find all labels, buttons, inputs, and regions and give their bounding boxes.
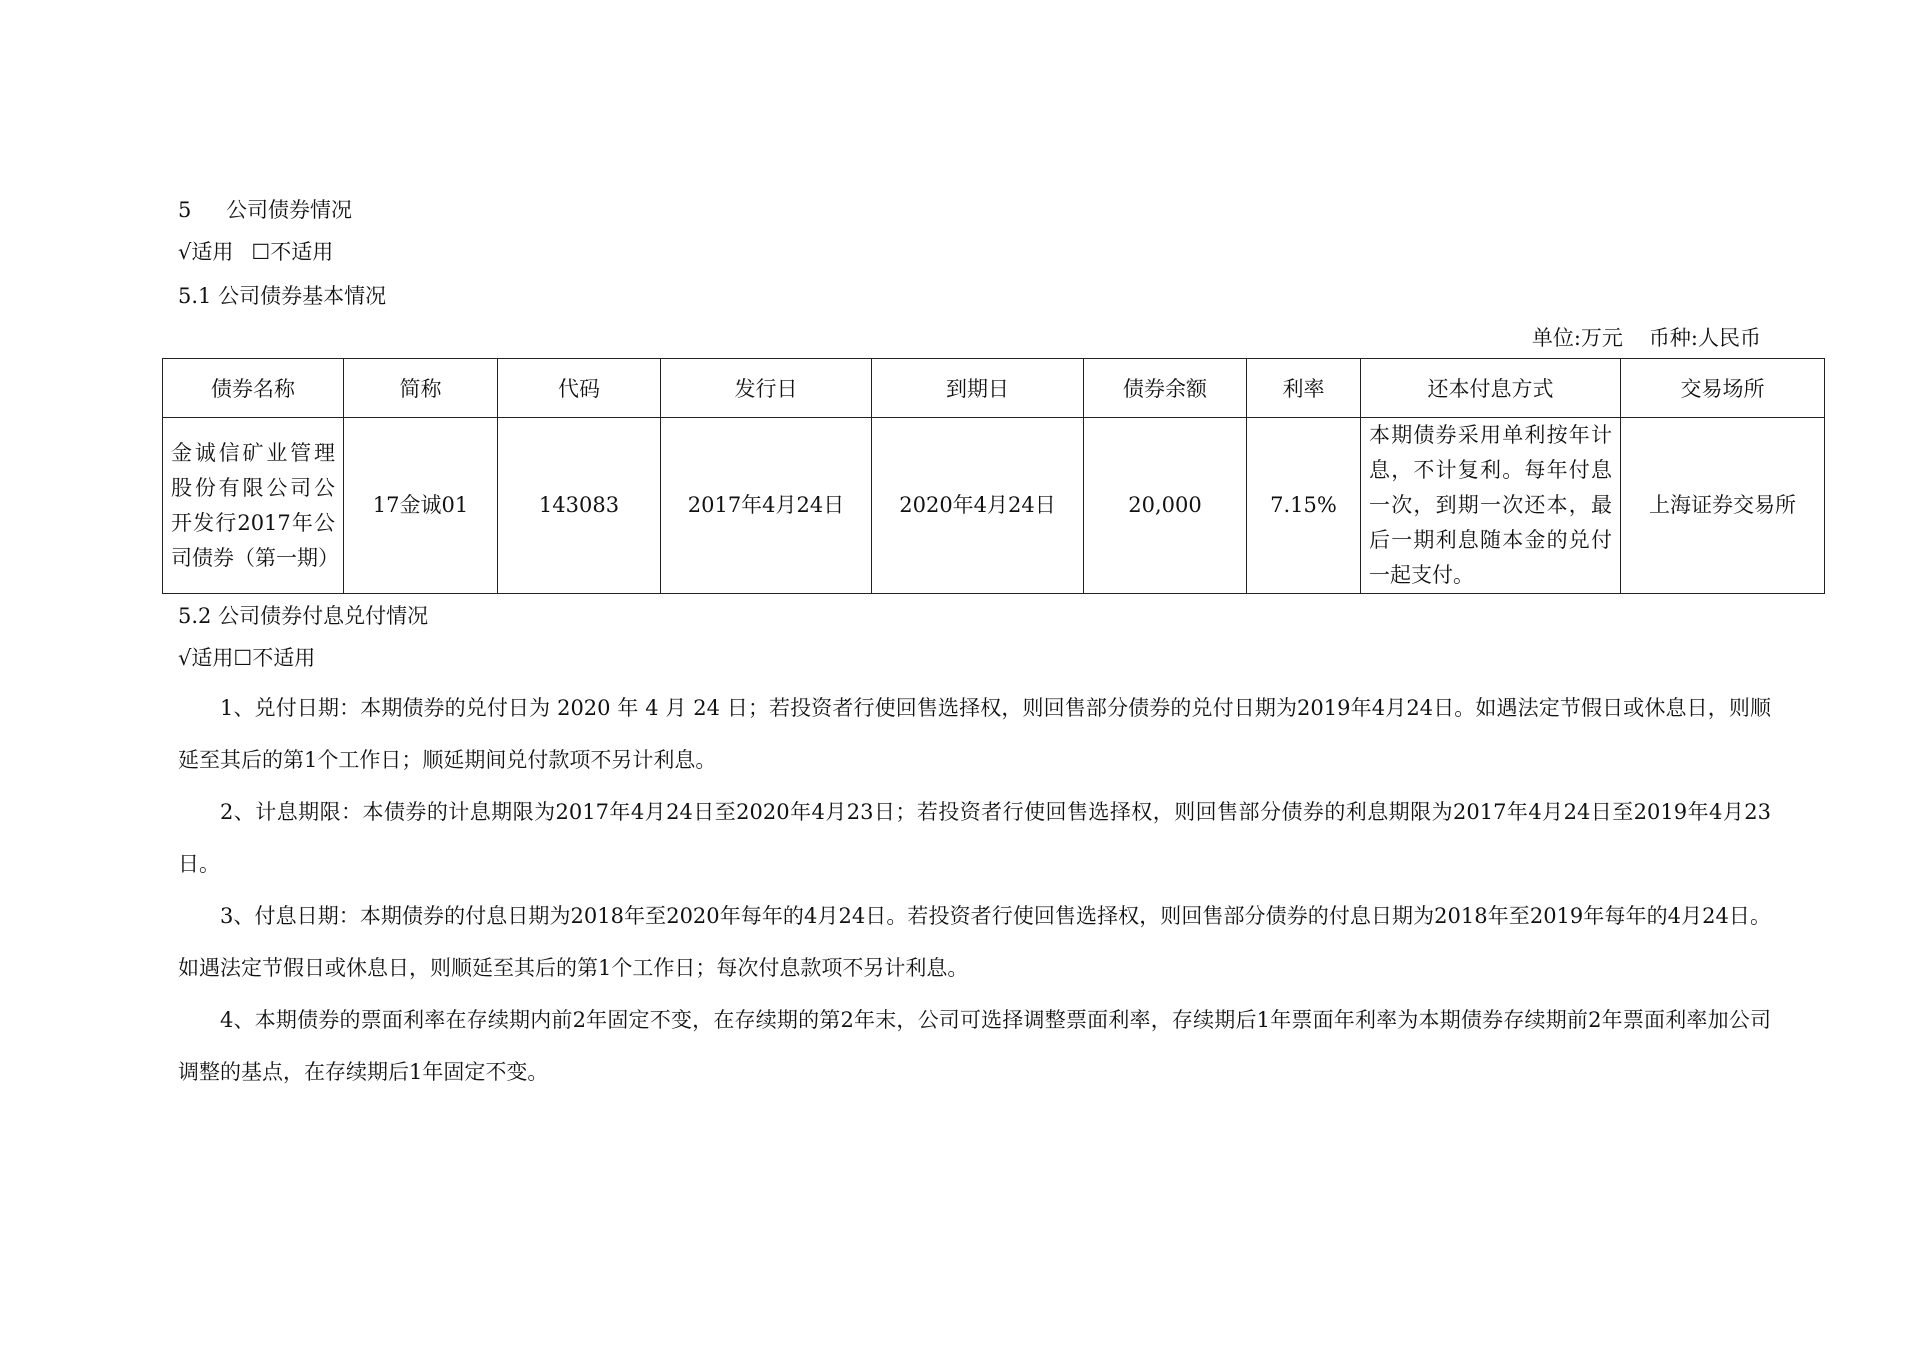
section-5-title: 公司债券情况 [226,198,352,222]
cell-maturity-date: 2020年4月24日 [872,418,1084,594]
section-5-1-heading: 5.1 公司债券基本情况 [178,284,387,308]
paragraph-payment-date: 1、兑付日期：本期债券的兑付日为 2020 年 4 月 24 日；若投资者行使回售选择权，则回售部分债券的兑付日期为2019年4月24日。如遇法定节假日或休息日，则顺延至其后的第1个工作日；顺延期间兑付款项不另计利息。 [178,696,1771,772]
applicability-options-2: √适用☐不适用 [178,646,316,670]
table-header-row [163,359,1825,418]
unit-amount: 单位:万元 [1531,326,1623,350]
header-exchange: 交易场所 [1621,359,1825,418]
cell-short-name: 17金诚01 [344,418,498,594]
header-bond-name: 债券名称 [163,359,344,418]
unit-line [178,318,1771,358]
bond-table [162,358,1825,594]
header-issue-date: 发行日 [661,359,872,418]
paragraph-coupon-rate: 4、本期债券的票面利率在存续期内前2年固定不变，在存续期的第2年末，公司可选择调整票面利率，存续期后1年票面年利率为本期债券存续期前2年票面利率加公司调整的基点，在存续期后1年固定不变。 [178,1008,1771,1084]
table-row [163,418,1825,594]
section-5-heading [178,190,1771,230]
cell-issue-date: 2017年4月24日 [661,418,872,594]
section-5-number: 5 [178,198,192,222]
cell-code: 143083 [498,418,661,594]
cell-rate: 7.15% [1247,418,1361,594]
applicability-options [178,230,1771,274]
header-short-name: 简称 [344,359,498,418]
section-5-2-heading: 5.2 公司债券付息兑付情况 [178,604,429,628]
cell-balance: 20,000 [1084,418,1247,594]
header-balance: 债券余额 [1084,359,1247,418]
paragraph-interest-period: 2、计息期限：本债券的计息期限为2017年4月24日至2020年4月23日；若投资者行使回售选择权，则回售部分债券的利息期限为2017年4月24日至2019年4月23日。 [178,800,1771,876]
document-page [171,190,1796,1098]
header-repayment: 还本付息方式 [1361,359,1621,418]
cell-bond-name: 金诚信矿业管理股份有限公司公开发行2017年公司债券（第一期） [163,418,344,594]
header-code: 代码 [498,359,661,418]
applicable-checked: √适用 [178,240,234,264]
cell-exchange: 上海证券交易所 [1621,418,1825,594]
paragraph-interest-payment-date: 3、付息日期：本期债券的付息日期为2018年至2020年每年的4月24日。若投资者行使回售选择权，则回售部分债券的付息日期为2018年至2019年每年的4月24日。如遇法定节假日或休息日，则顺延至其后的第1个工作日；每次付息款项不另计利息。 [178,904,1771,980]
cell-repayment: 本期债券采用单利按年计息，不计复利。每年付息一次，到期一次还本，最后一期利息随本金的兑付一起支付。 [1361,418,1621,594]
header-maturity-date: 到期日 [872,359,1084,418]
unit-currency: 币种:人民币 [1648,326,1761,350]
not-applicable-unchecked: ☐不适用 [251,240,334,264]
header-rate: 利率 [1247,359,1361,418]
